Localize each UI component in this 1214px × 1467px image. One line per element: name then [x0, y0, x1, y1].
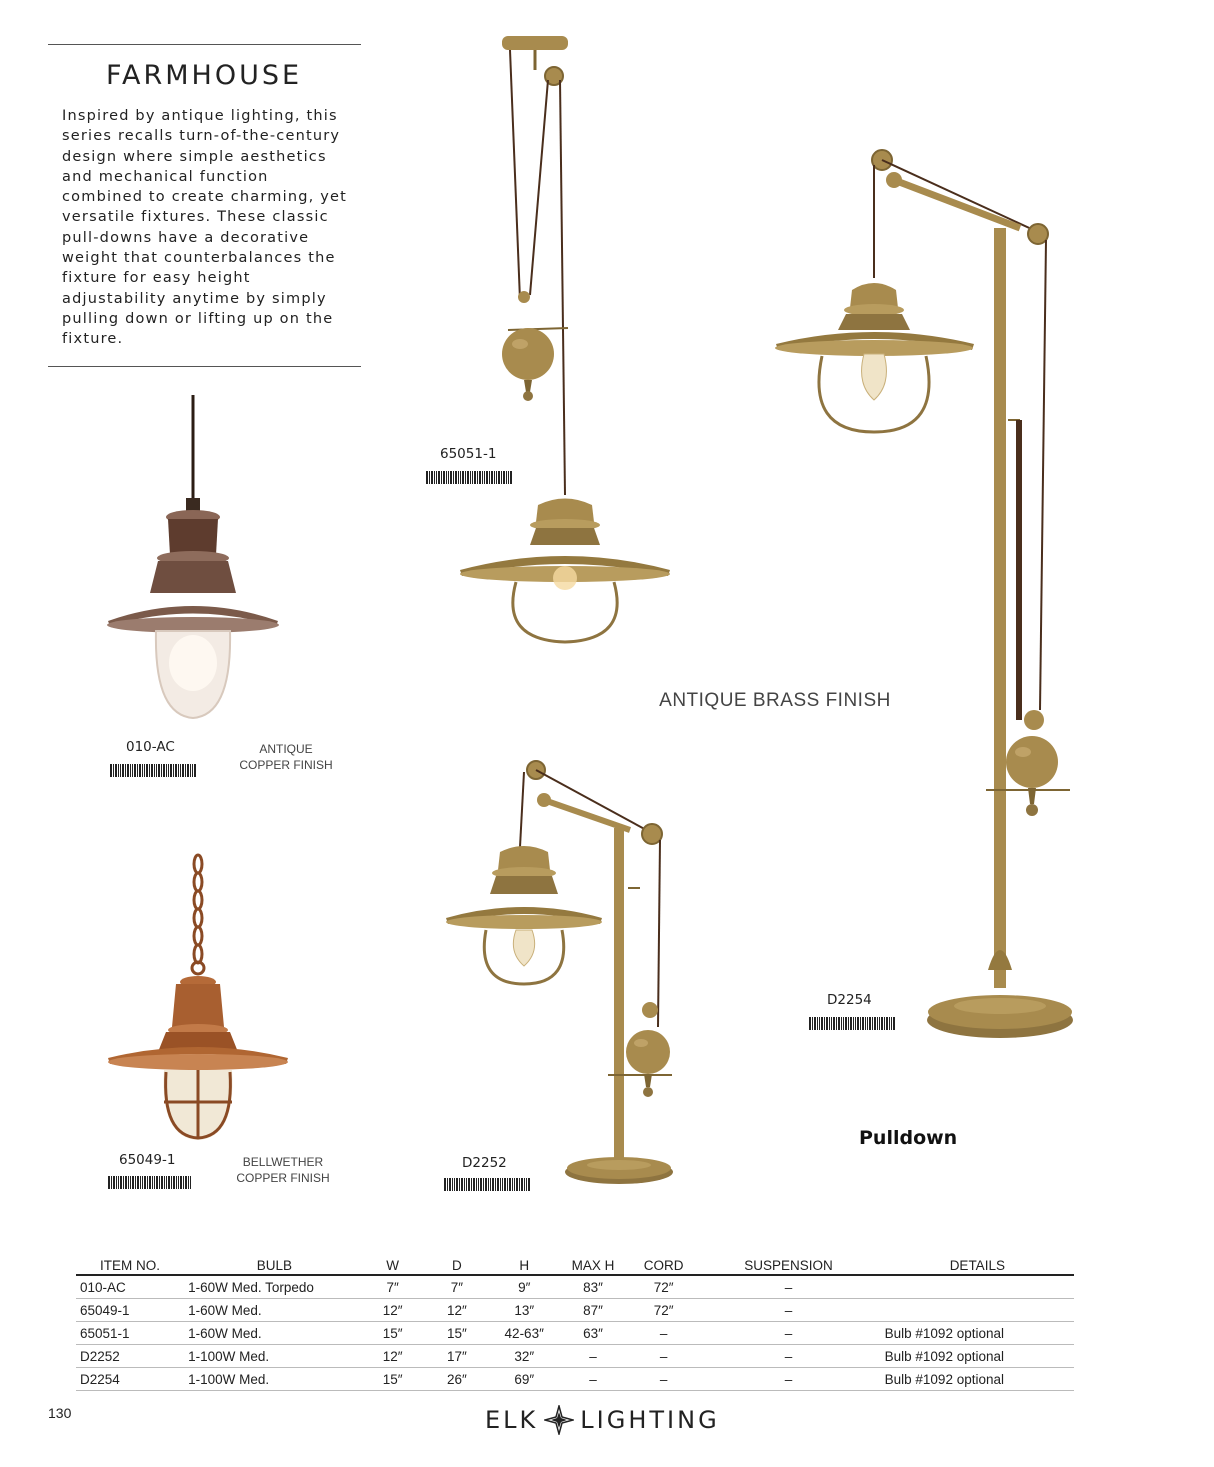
cell-d: 12″: [420, 1299, 493, 1322]
cell-details: [881, 1275, 1074, 1299]
col-cord: CORD: [631, 1256, 696, 1275]
table-row: [76, 1275, 1074, 1299]
cell-h: 9″: [493, 1275, 555, 1299]
cell-cord: –: [631, 1345, 696, 1368]
cell-w: 15″: [365, 1368, 421, 1391]
cell-d: 7″: [420, 1275, 493, 1299]
cell-item: 65049-1: [76, 1299, 184, 1322]
barcode-d2252: [444, 1178, 530, 1191]
barcode-65051-1: [426, 471, 512, 484]
cell-bulb: 1-100W Med.: [184, 1368, 365, 1391]
sku-d2254: D2254: [827, 992, 872, 1008]
finish-65049-1: [228, 1154, 338, 1186]
finish-010-ac: [230, 741, 342, 773]
page-title: FARMHOUSE: [105, 60, 303, 91]
sku-65051-1: 65051-1: [440, 446, 497, 462]
cell-h: 69″: [493, 1368, 555, 1391]
intro-text: Inspired by antique lighting, this series recalls turn-of-the-century design where simple aesthetics and mechanical function combined to create charming, yet versatile fixtures. These classic pull-downs have a decorative weight that counterbalances the fixture for easy height adjustability anytime by simply pulling down or lifting up on the fixture.: [62, 108, 348, 348]
cell-details: Bulb #1092 optional: [881, 1368, 1074, 1391]
cell-suspension: –: [696, 1322, 880, 1345]
cell-maxh: 87″: [555, 1299, 631, 1322]
cell-item: D2254: [76, 1368, 184, 1391]
cell-bulb: 1-100W Med.: [184, 1345, 365, 1368]
cell-d: 15″: [420, 1322, 493, 1345]
finish-65049-1-line2: COPPER FINISH: [236, 1171, 330, 1185]
col-details: DETAILS: [881, 1256, 1074, 1275]
barcode-d2254: [809, 1017, 895, 1030]
cell-bulb: 1-60W Med. Torpedo: [184, 1275, 365, 1299]
cell-w: 15″: [365, 1322, 421, 1345]
cell-cord: 72″: [631, 1275, 696, 1299]
compass-star-icon: [544, 1405, 574, 1435]
brand-logo: [485, 1405, 720, 1435]
product-image-010-ac: [100, 395, 290, 725]
cell-w: 7″: [365, 1275, 421, 1299]
brand-logo-left: ELK: [485, 1406, 539, 1434]
cell-details: [881, 1299, 1074, 1322]
cell-details: Bulb #1092 optional: [881, 1345, 1074, 1368]
cell-maxh: –: [555, 1345, 631, 1368]
finish-010-ac-line2: COPPER FINISH: [239, 758, 333, 772]
cell-h: 32″: [493, 1345, 555, 1368]
sku-65049-1: 65049-1: [119, 1152, 176, 1168]
sku-010-ac: 010-AC: [126, 739, 175, 755]
cell-cord: –: [631, 1322, 696, 1345]
col-bulb: BULB: [184, 1256, 365, 1275]
cell-suspension: –: [696, 1275, 880, 1299]
cell-suspension: –: [696, 1345, 880, 1368]
cell-w: 12″: [365, 1345, 421, 1368]
sku-d2252: D2252: [462, 1155, 507, 1171]
cell-h: 13″: [493, 1299, 555, 1322]
cell-bulb: 1-60W Med.: [184, 1299, 365, 1322]
table-row: [76, 1368, 1074, 1391]
product-image-d2254: [770, 140, 1090, 1050]
cell-cord: 72″: [631, 1299, 696, 1322]
col-h: H: [493, 1256, 555, 1275]
spec-table-header: [76, 1256, 1074, 1275]
product-image-65049-1: [100, 852, 300, 1142]
table-row: [76, 1345, 1074, 1368]
cell-maxh: 83″: [555, 1275, 631, 1299]
cell-suspension: –: [696, 1368, 880, 1391]
cell-details: Bulb #1092 optional: [881, 1322, 1074, 1345]
cell-suspension: –: [696, 1299, 880, 1322]
cell-item: D2252: [76, 1345, 184, 1368]
cell-d: 26″: [420, 1368, 493, 1391]
header-bottom-rule: [48, 366, 361, 367]
table-row: [76, 1322, 1074, 1345]
antique-brass-finish-label: ANTIQUE BRASS FINISH: [659, 690, 891, 711]
page-number: 130: [48, 1405, 72, 1421]
brand-logo-right: LIGHTING: [580, 1406, 720, 1434]
col-item: ITEM NO.: [76, 1256, 184, 1275]
cell-item: 65051-1: [76, 1322, 184, 1345]
barcode-010-ac: [110, 764, 196, 777]
finish-65049-1-line1: BELLWETHER: [242, 1155, 324, 1169]
cell-w: 12″: [365, 1299, 421, 1322]
barcode-65049-1: [108, 1176, 192, 1189]
cell-cord: –: [631, 1368, 696, 1391]
col-maxh: MAX H: [555, 1256, 631, 1275]
pulldown-label: Pulldown: [859, 1127, 958, 1149]
spec-table: [76, 1256, 1074, 1391]
cell-h: 42-63″: [493, 1322, 555, 1345]
cell-maxh: –: [555, 1368, 631, 1391]
col-suspension: SUSPENSION: [696, 1256, 880, 1275]
product-image-65051-1: [450, 30, 680, 650]
cell-item: 010-AC: [76, 1275, 184, 1299]
col-w: W: [365, 1256, 421, 1275]
cell-bulb: 1-60W Med.: [184, 1322, 365, 1345]
header-top-rule: [48, 44, 361, 45]
cell-maxh: 63″: [555, 1322, 631, 1345]
table-row: [76, 1299, 1074, 1322]
col-d: D: [420, 1256, 493, 1275]
finish-010-ac-line1: ANTIQUE: [259, 742, 313, 756]
product-image-d2252: [440, 752, 680, 1202]
cell-d: 17″: [420, 1345, 493, 1368]
